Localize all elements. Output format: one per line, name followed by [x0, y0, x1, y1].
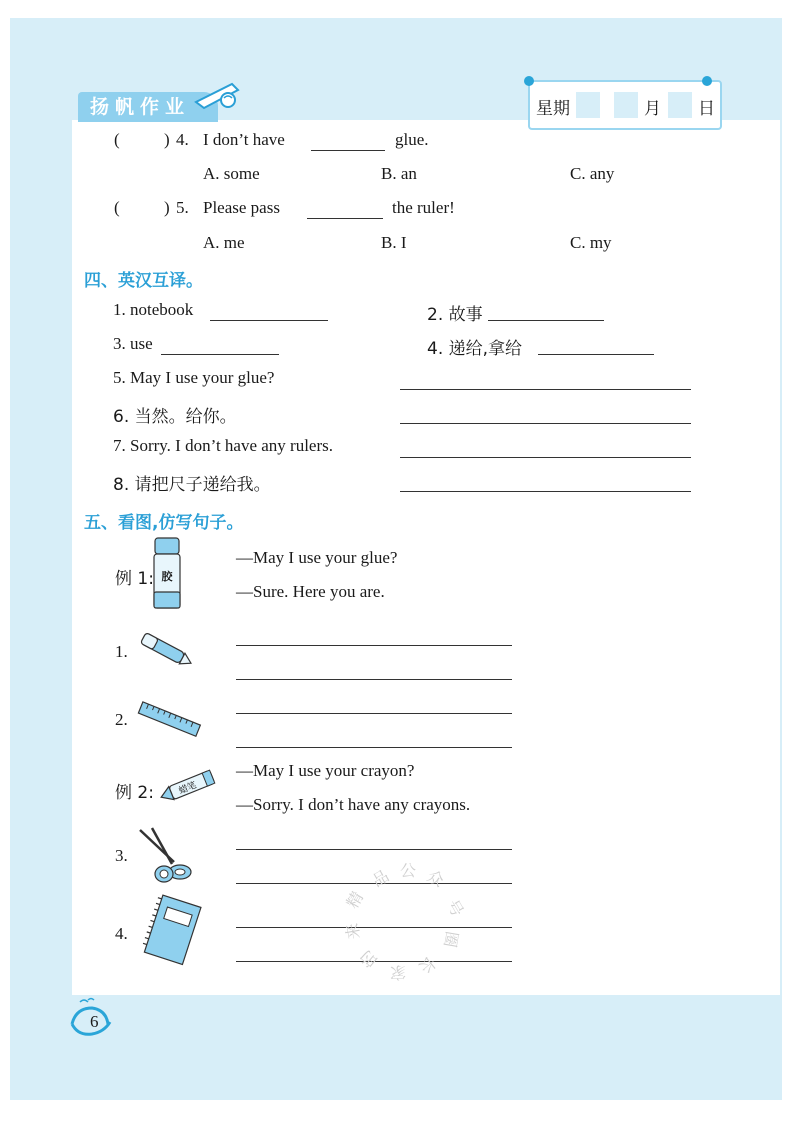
question-number: 5. — [176, 198, 189, 217]
watermark-char: 品 — [368, 866, 393, 891]
answer-paren-close: ) — [164, 198, 170, 217]
option-c: C. any — [570, 164, 615, 183]
answer-blank[interactable] — [538, 354, 654, 355]
answer-blank[interactable] — [400, 491, 691, 492]
translate-item: 1. notebook — [113, 300, 194, 319]
date-box — [528, 80, 722, 130]
translate-sentence: 7. Sorry. I don’t have any rulers. — [113, 436, 334, 455]
translate-sentence: 5. May I use your glue? — [113, 368, 275, 387]
watermark-char: 号 — [442, 896, 468, 920]
option-c: C. my — [570, 233, 612, 252]
example-line: —Sure. Here you are. — [236, 582, 385, 601]
answer-blank[interactable] — [161, 354, 279, 355]
watermark-char: 家 — [390, 963, 407, 982]
translate-sentence: 8. 请把尺子递给我。 — [113, 475, 271, 495]
answer-blank[interactable] — [236, 849, 512, 850]
answer-blank[interactable] — [236, 927, 512, 928]
item-number: 4. — [115, 924, 128, 943]
translate-item: 2. 故事 — [427, 305, 483, 325]
glue-label-text: 胶 — [161, 570, 173, 583]
example-line: —Sorry. I don’t have any crayons. — [236, 795, 471, 814]
watermark-char: 圈 — [440, 929, 462, 949]
pen-icon — [136, 630, 200, 672]
option-a: A. some — [203, 164, 260, 183]
option-b: B. an — [381, 164, 417, 183]
translate-item: 3. use — [113, 334, 153, 353]
item-number: 3. — [115, 846, 128, 865]
watermark-char: 精 — [342, 888, 368, 912]
answer-blank[interactable] — [236, 645, 512, 646]
day-label: 日 — [698, 99, 715, 119]
example-label: 例 1: — [115, 569, 154, 589]
example-line: —May I use your glue? — [236, 548, 398, 567]
section-title: 五、看图,仿写句子。 — [84, 513, 244, 533]
scissors-icon — [134, 824, 200, 886]
month-slot[interactable] — [614, 92, 638, 118]
answer-blank[interactable] — [488, 320, 604, 321]
question-prompt-end: glue. — [395, 130, 429, 149]
watermark-char: 长 — [415, 952, 440, 978]
answer-blank[interactable] — [210, 320, 328, 321]
pin-icon — [702, 76, 712, 86]
ruler-icon — [136, 700, 202, 740]
notebook-icon — [140, 894, 206, 970]
watermark-char: 的 — [356, 946, 381, 972]
week-label: 星期 — [536, 99, 570, 119]
answer-blank[interactable] — [236, 679, 512, 680]
question-prompt: I don’t have — [203, 130, 285, 149]
footer-band — [10, 995, 780, 1100]
answer-paren-open: ( — [114, 198, 120, 217]
crayon-label-text: 蜡笔 — [177, 780, 199, 797]
answer-blank[interactable] — [236, 747, 512, 748]
answer-paren-close: ) — [164, 130, 170, 149]
answer-blank[interactable] — [400, 389, 691, 390]
question-number: 4. — [176, 130, 189, 149]
item-number: 1. — [115, 642, 128, 661]
answer-blank[interactable] — [311, 150, 385, 151]
week-slot[interactable] — [576, 92, 600, 118]
answer-blank[interactable] — [400, 457, 691, 458]
month-label: 月 — [644, 99, 661, 119]
option-b: B. I — [381, 233, 407, 252]
watermark-char: 公 — [400, 861, 417, 880]
answer-blank[interactable] — [400, 423, 691, 424]
section-title: 四、英汉互译。 — [84, 271, 203, 291]
question-prompt-end: the ruler! — [392, 198, 455, 217]
crayon-icon — [156, 766, 222, 806]
watermark-char: 众 — [423, 866, 448, 891]
watermark-char: 来 — [342, 921, 364, 941]
glue-stick-icon — [152, 536, 182, 612]
brand-tab: 扬帆作业 — [78, 92, 218, 122]
answer-paren-open: ( — [114, 130, 120, 149]
page-number: 6 — [90, 1012, 99, 1031]
pin-icon — [524, 76, 534, 86]
answer-blank[interactable] — [236, 713, 512, 714]
day-slot[interactable] — [668, 92, 692, 118]
translate-item: 4. 递给,拿给 — [427, 339, 523, 359]
translate-sentence: 6. 当然。给你。 — [113, 407, 237, 427]
example-label: 例 2: — [115, 783, 154, 803]
example-line: —May I use your crayon? — [236, 761, 415, 780]
item-number: 2. — [115, 710, 128, 729]
left-margin-band — [10, 18, 72, 1100]
boat-icon — [192, 74, 242, 114]
question-prompt: Please pass — [203, 198, 280, 217]
option-a: A. me — [203, 233, 245, 252]
answer-blank[interactable] — [307, 218, 383, 219]
